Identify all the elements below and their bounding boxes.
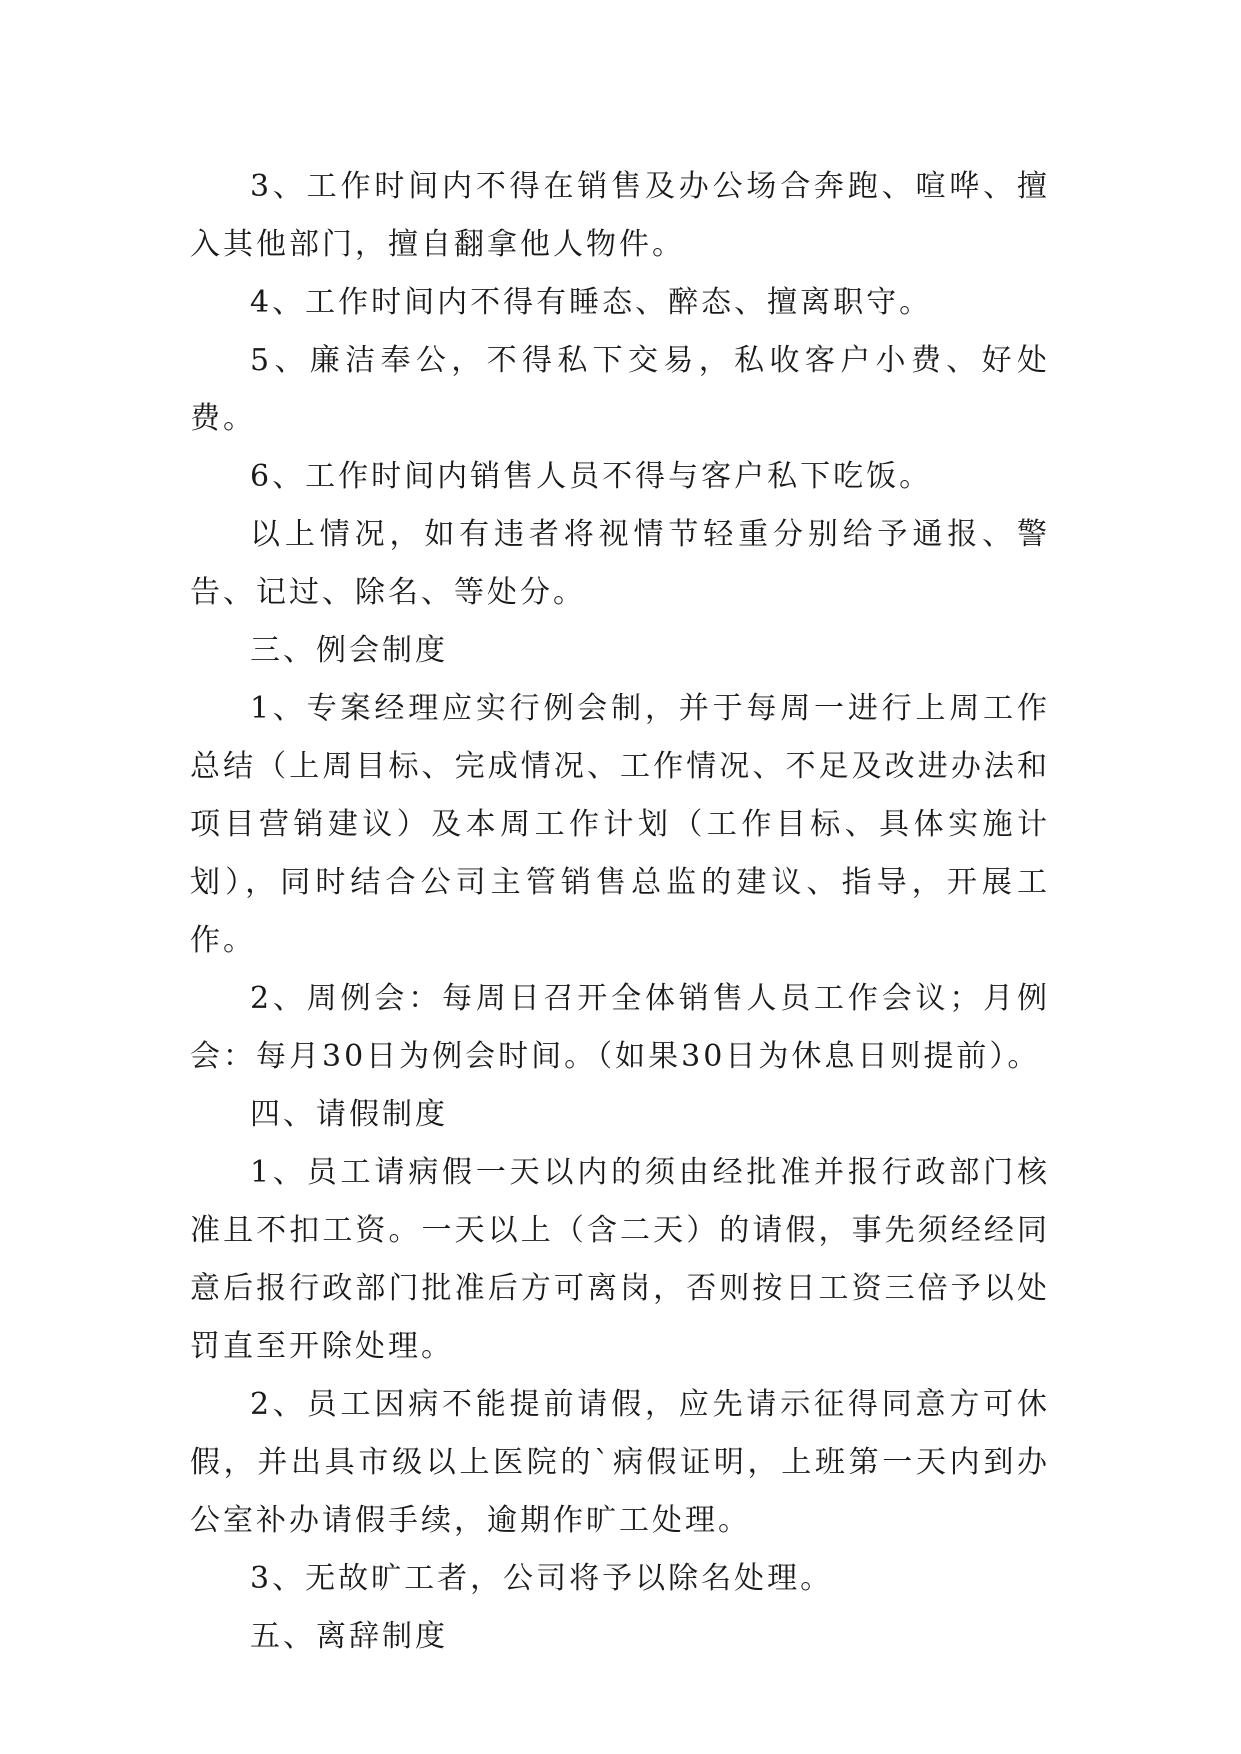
document-body — [190, 158, 1050, 1666]
rule-item-5: 5、廉洁奉公，不得私下交易，私收客户小费、好处费。 — [190, 343, 1050, 436]
rule-item-3: 3、工作时间内不得在销售及办公场合奔跑、喧哗、擅入其他部门，擅自翻拿他人物件。 — [190, 169, 1050, 262]
penalty-note: 以上情况，如有违者将视情节轻重分别给予通报、警告、记过、除名、等处分。 — [190, 517, 1050, 610]
section-heading-leave: 四、请假制度 — [250, 1097, 448, 1132]
meeting-rule-2: 2、周例会：每周日召开全体销售人员工作会议；月例会：每月30日为例会时间。（如果30日为休息日则提前）。 — [190, 981, 1050, 1074]
rule-item-4: 4、工作时间内不得有睡态、醉态、擅离职守。 — [250, 285, 933, 320]
meeting-rule-1: 1、专案经理应实行例会制，并于每周一进行上周工作总结（上周目标、完成情况、工作情况、不足及改进办法和项目营销建议）及本周工作计划（工作目标、具体实施计划），同时结合公司主管销售总监的建议、指导，开展工作。 — [190, 691, 1050, 958]
leave-rule-1: 1、员工请病假一天以内的须由经批准并报行政部门核准且不扣工资。一天以上（含二天）的请假，事先须经经同意后报行政部门批准后方可离岗，否则按日工资三倍予以处罚直至开除处理。 — [190, 1155, 1050, 1364]
leave-rule-2: 2、员工因病不能提前请假，应先请示征得同意方可休假，并出具市级以上医院的`病假证明，上班第一天内到办公室补办请假手续，逾期作旷工处理。 — [190, 1387, 1050, 1538]
leave-rule-3: 3、无故旷工者，公司将予以除名处理。 — [250, 1561, 834, 1596]
rule-item-6: 6、工作时间内销售人员不得与客户私下吃饭。 — [250, 459, 933, 494]
section-heading-resignation: 五、离辞制度 — [250, 1619, 448, 1654]
section-heading-meetings: 三、例会制度 — [250, 633, 448, 668]
